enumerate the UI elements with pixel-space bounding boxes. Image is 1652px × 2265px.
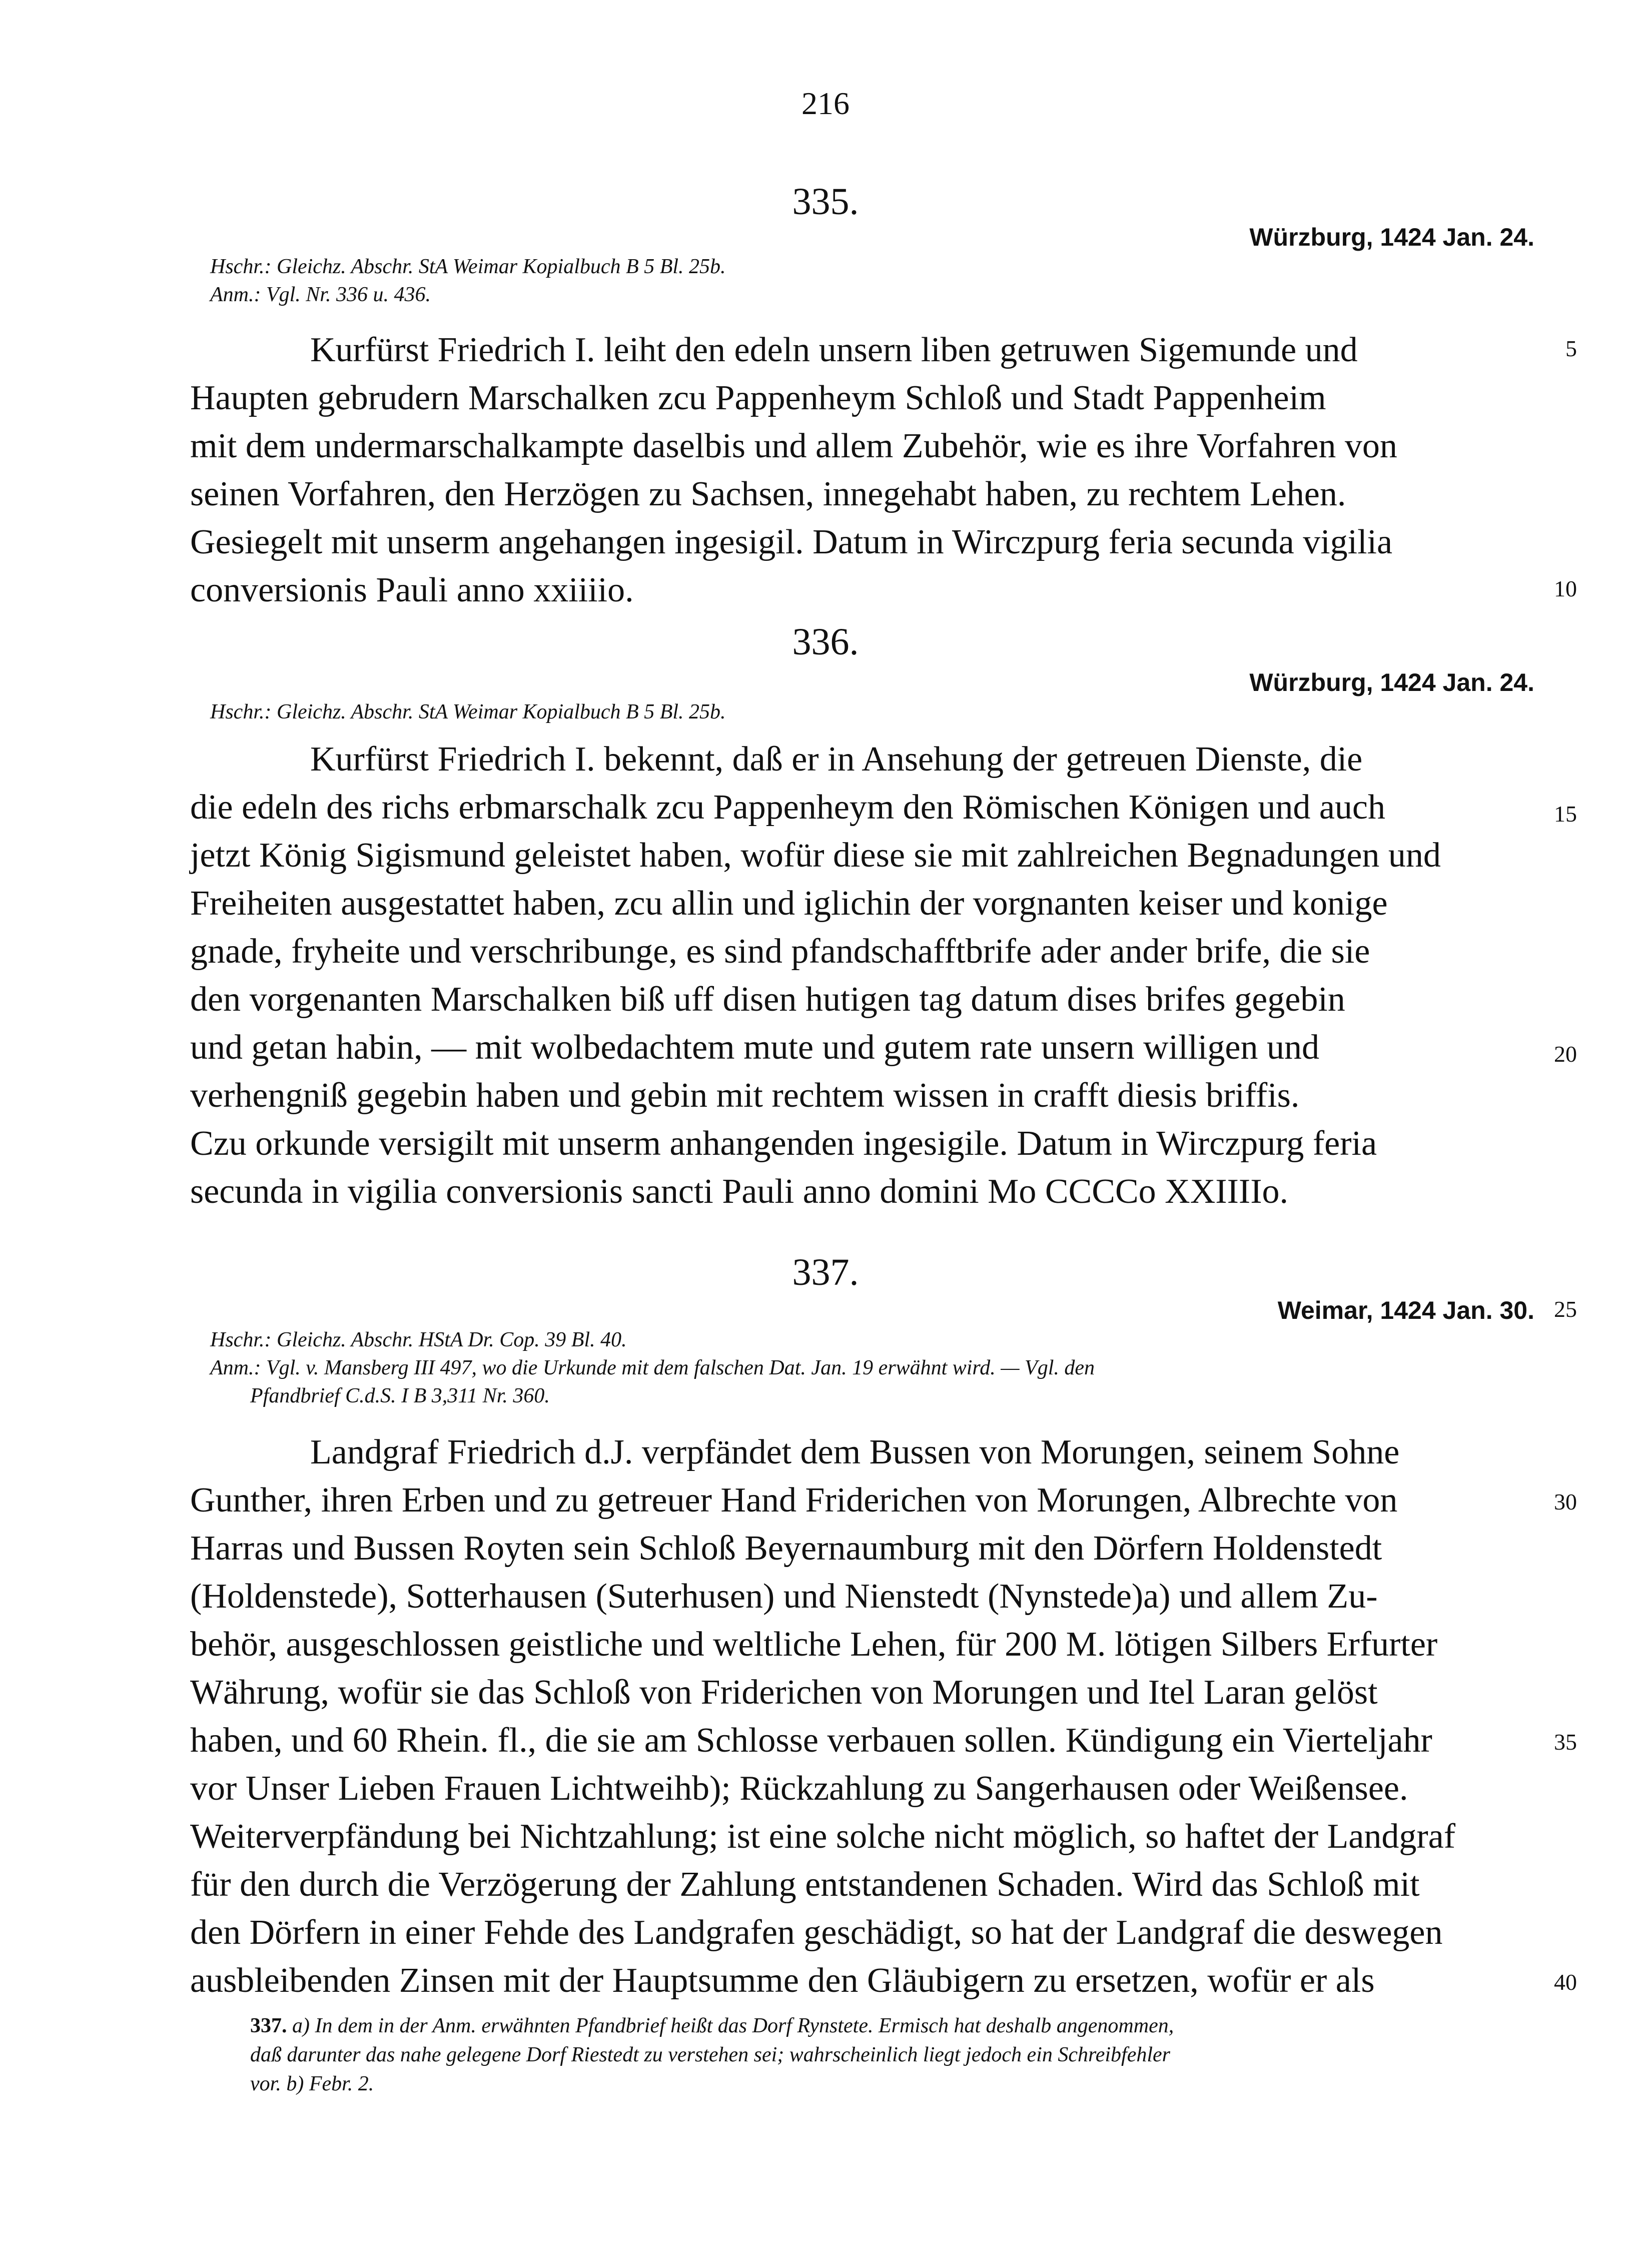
entry-text-337 xyxy=(190,1428,1536,2005)
entry-number-335: 335. xyxy=(792,181,859,223)
text-line: Währung, wofür sie das Schloß von Friderichen von Morungen und Itel Laran gelöst xyxy=(190,1673,1378,1712)
text-line: gnade, fryheite und verschribunge, es sind pfandschafftbrife ader ander brife, die sie xyxy=(190,932,1370,971)
text-line: vor Unser Lieben Frauen Lichtweihb); Rückzahlung zu Sangerhausen oder Weißensee. xyxy=(190,1769,1408,1808)
text-line: den vorgenanten Marschalken biß uff disen hutigen tag datum dises brifes gegebin xyxy=(190,980,1345,1019)
entry-text-336 xyxy=(190,735,1536,1216)
text-line: Gesiegelt mit unserm angehangen ingesigil. Datum in Wirczpurg feria secunda vigilia xyxy=(190,523,1393,561)
footnote-line: vor. b) Febr. 2. xyxy=(250,2072,374,2095)
text-line: behör, ausgeschlossen geistliche und weltliche Lehen, für 200 M. lötigen Silbers Erfurter xyxy=(190,1625,1438,1664)
text-line: für den durch die Verzögerung der Zahlung entstandenen Schaden. Wird das Schloß mit xyxy=(190,1865,1420,1904)
page-number: 216 xyxy=(801,86,850,121)
text-line: ausbleibenden Zinsen mit der Hauptsumme den Gläubigern zu ersetzen, wofür er als xyxy=(190,1961,1375,2000)
line-number: 20 xyxy=(1554,1041,1577,1067)
entry-place-date-336: Würzburg, 1424 Jan. 24. xyxy=(1249,668,1534,696)
text-line: Freiheiten ausgestattet haben, zcu allin und iglichin der vorgnanten keiser und konige xyxy=(190,884,1388,923)
entry-number-337: 337. xyxy=(792,1251,859,1293)
line-number: 35 xyxy=(1554,1729,1577,1755)
line-number: 10 xyxy=(1554,576,1577,601)
line-number: 25 xyxy=(1554,1296,1577,1322)
entry-text-335 xyxy=(190,326,1536,614)
text-line: Kurfürst Friedrich I. bekennt, daß er in Ansehung der getreuen Dienste, die xyxy=(310,740,1363,779)
entry-place-date-337: Weimar, 1424 Jan. 30. xyxy=(1277,1296,1534,1324)
footnote xyxy=(250,2011,1536,2098)
entry-meta-337 xyxy=(210,1326,1536,1410)
text-line: verhengniß gegebin haben und gebin mit rechtem wissen in crafft diesis briffis. xyxy=(190,1076,1300,1115)
line-number: 30 xyxy=(1554,1489,1577,1515)
text-line: und getan habin, — mit wolbedachtem mute und gutem rate unsern willigen und xyxy=(190,1028,1319,1067)
text-line: seinen Vorfahren, den Herzögen zu Sachsen, innegehabt haben, zu rechtem Lehen. xyxy=(190,475,1346,513)
footnote-line: daß darunter das nahe gelegene Dorf Riestedt zu verstehen sei; wahrscheinlich liegt jedoch ein Schreibfehler xyxy=(250,2043,1171,2066)
text-line: conversionis Pauli anno xxiiiio. xyxy=(190,571,634,609)
text-line: Harras und Bussen Royten sein Schloß Beyernaumburg mit den Dörfern Holdenstedt xyxy=(190,1529,1382,1568)
meta-line: Pfandbrief C.d.S. I B 3,311 Nr. 360. xyxy=(250,1384,550,1407)
text-line: den Dörfern in einer Fehde des Landgrafen geschädigt, so hat der Landgraf die deswegen xyxy=(190,1913,1443,1952)
text-line: Gunther, ihren Erben und zu getreuer Hand Friderichen von Morungen, Albrechte von xyxy=(190,1481,1398,1520)
text-line: mit dem undermarschalkampte daselbis und allem Zubehör, wie es ihre Vorfahren von xyxy=(190,427,1397,465)
text-line: secunda in vigilia conversionis sancti Pauli anno domini Mo CCCCo XXIIIIo. xyxy=(190,1172,1289,1211)
footnote-text: a) In dem in der Anm. erwähnten Pfandbrief heißt das Dorf Rynstete. Ermisch hat deshalb angenommen, xyxy=(292,2014,1174,2037)
text-line: die edeln des richs erbmarschalk zcu Pappenheym den Römischen Königen und auch xyxy=(190,788,1385,827)
line-number: 40 xyxy=(1554,1969,1577,1995)
meta-line: Anm.: Vgl. v. Mansberg III 497, wo die Urkunde mit dem falschen Dat. Jan. 19 erwähnt wird. — Vgl. den xyxy=(210,1356,1095,1379)
text-line: Landgraf Friedrich d.J. verpfändet dem Bussen von Morungen, seinem Sohne xyxy=(310,1433,1400,1471)
meta-line: Hschr.: Gleichz. Abschr. StA Weimar Kopialbuch B 5 Bl. 25b. xyxy=(210,700,726,723)
entry-place-date-335: Würzburg, 1424 Jan. 24. xyxy=(1249,223,1534,251)
text-line: jetzt König Sigismund geleistet haben, wofür diese sie mit zahlreichen Begnadungen und xyxy=(190,836,1441,875)
entry-meta-336 xyxy=(210,698,1536,726)
line-number: 5 xyxy=(1565,336,1577,361)
line-number: 15 xyxy=(1554,801,1577,827)
meta-line: Anm.: Vgl. Nr. 336 u. 436. xyxy=(210,283,431,306)
meta-line: Hschr.: Gleichz. Abschr. StA Weimar Kopialbuch B 5 Bl. 25b. xyxy=(210,255,726,278)
footnote-line xyxy=(250,2011,1536,2040)
text-line: haben, und 60 Rhein. fl., die sie am Schlosse verbauen sollen. Kündigung ein Vierteljahr xyxy=(190,1721,1432,1760)
meta-line: Hschr.: Gleichz. Abschr. HStA Dr. Cop. 39 Bl. 40. xyxy=(210,1328,627,1351)
entry-meta-335 xyxy=(210,253,1536,309)
entry-number-336: 336. xyxy=(792,621,859,663)
text-line: Czu orkunde versigilt mit unserm anhangenden ingesigile. Datum in Wirczpurg feria xyxy=(190,1124,1377,1163)
text-line: Haupten gebrudern Marschalken zcu Pappenheym Schloß und Stadt Pappenheim xyxy=(190,379,1326,417)
text-line: Kurfürst Friedrich I. leiht den edeln unsern liben getruwen Sigemunde und xyxy=(310,331,1358,369)
text-line: (Holdenstede), Sotterhausen (Suterhusen) und Nienstedt (Nynstede)a) und allem Zu- xyxy=(190,1577,1378,1616)
text-line: Weiterverpfändung bei Nichtzahlung; ist eine solche nicht möglich, so haftet der Landgraf xyxy=(190,1817,1456,1856)
footnote-label: 337. xyxy=(250,2014,287,2037)
